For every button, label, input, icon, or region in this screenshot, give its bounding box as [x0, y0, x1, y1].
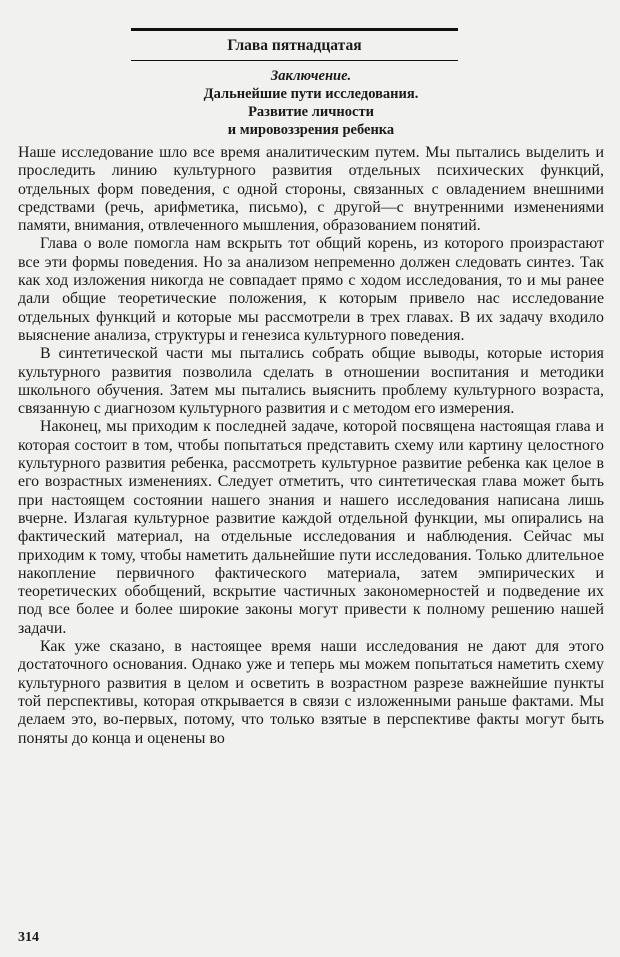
chapter-rule-bottom: [131, 60, 458, 61]
section-heading: [18, 67, 604, 139]
paragraph-4: Наконец, мы приходим к последней задаче, которой посвящена настоящая глава и которая состоит в том, чтобы попытаться представить схему или картину целостного культурного развития ребенка, рассмотреть культурное развитие ребенка как целое в его возрастных изменениях. Следует отметить, что синтетическая глава может быть при настоящем состоянии нашего знания и нашего исследования написана лишь вчерне. Излагая культурное развитие каждой отдельной функции, мы опирались на фактический материал, на отдельные исследования и наблюдения. Сейчас мы приходим к тому, чтобы наметить дальнейшие пути исследования. Только длительное накопление первичного фактического материала, затем эмпирических и теоретических обобщений, вскрытие частичных закономерностей и подведение их под все более и более широкие законы могут привести к полному решению нашей задачи.: [18, 418, 604, 637]
heading-line-1: Заключение.: [270, 68, 352, 84]
paragraph-3: В синтетической части мы пытались собрать общие выводы, которые история культурного развития позволила сделать в отношении воспитания и методики школьного обучения. Затем мы пытались выяснить проблему культурного возраста, связанную с диагнозом культурного развития и с методом его измерения.: [18, 345, 604, 418]
book-page: [18, 28, 604, 748]
heading-line-4: и мировоззрения ребенка: [227, 122, 395, 138]
body-text: [18, 144, 604, 748]
heading-line-3: Развитие личности: [248, 104, 374, 120]
paragraph-2: Глава о воле помогла нам вскрыть тот общий корень, из которого произрастают все эти формы поведения. Но за анализом непременно должен следовать синтез. Так как ход изложения никогда не совпадает прямо с ходом исследования, то и мы ранее дали общие теоретические положения, к которым привело нас исследование отдельных функций и которые мы рассмотрели в трех главах. В их задачу входило выяснение анализа, структуры и генезиса культурного поведения.: [18, 235, 604, 344]
paragraph-1: Наше исследование шло все время аналитическим путем. Мы пытались выделить и проследить линию культурного развития отдельных психических функций, отдельных форм поведения, с одной стороны, связанных с овладением внешними средствами (речь, арифметика, письмо), с другой—с внутренними изменениями памяти, внимания, отвлеченного мышления, образованием понятий.: [18, 144, 604, 235]
chapter-title: Глава пятнадцатая: [227, 37, 362, 54]
paragraph-5: Как уже сказано, в настоящее время наши исследования не дают для этого достаточного основания. Однако уже и теперь мы можем попытаться наметить схему культурного развития в целом и осветить в возрастном разрезе важнейшие пункты той перспективы, которая открывается в связи с изложенными раньше фактами. Мы делаем это, во-первых, потому, что только взятые в перспективе факты могут быть поняты до конца и оценены во: [18, 638, 604, 747]
page-number: 314: [18, 930, 39, 945]
heading-line-2: Дальнейшие пути исследования.: [203, 86, 419, 102]
